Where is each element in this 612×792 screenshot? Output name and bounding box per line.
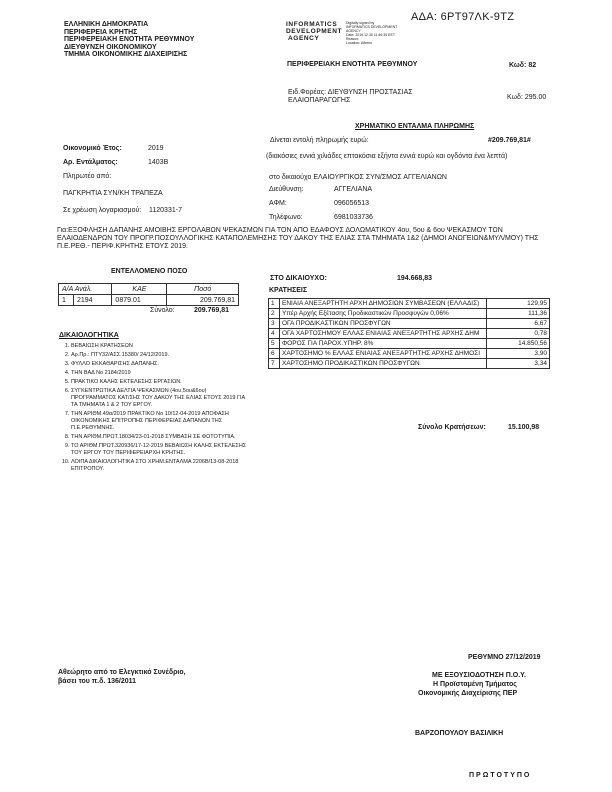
list-item: 1. ΒΕΒΑΙΩΣΗ ΚΡΑΤΗΣΕΩΝ bbox=[71, 343, 249, 350]
list-item: 9. ΤΟ ΑΡΙΘΜ.ΠΡΩΤ.320936/17-12-2019 ΒΕΒΑΙΩΣΗ ΚΑΛΗΣ ΕΚΤΕΛΕΣΗΣ ΤΟΥ ΕΡΓΟΥ ΤΟΥ ΠΕΡΙΦΕΡΕΙΑΡΧΗ ΚΡΗΤΗΣ. bbox=[71, 443, 249, 457]
order-no-value: 1403Β bbox=[148, 159, 169, 166]
cell: ΧΑΡΤΟΣΗΜΟ ΠΡΟΔΙΚΑΣΤΙΚΩΝ ΠΡΟΣΦΥΓΩΝ bbox=[280, 359, 487, 369]
address-value: ΑΓΓΕΛΙΑΝΑ bbox=[334, 186, 373, 193]
cell: 0,78 bbox=[487, 329, 550, 339]
account-number: 1120331-7 bbox=[149, 207, 182, 214]
signer-title: Η Προϊσταμένη Τμήματος bbox=[433, 681, 517, 688]
payment-subject: Για:ΕΞΟΦΛΗΣΗ ΔΑΠΑΝΗΣ ΑΜΟΙΒΗΣ ΕΡΓΟΛΑΒΩΝ ΨΕΚΑΣΜΩΝ ΓΙΑ ΤΟΝ ΑΠΟ ΕΔΑΦΟΥΣ ΔΟΛΩΜΑΤΙΚΟΥ 4ου, 5ου & 6ου ΨΕΚΑΣΜΟΥ ΤΩΝ ΕΛΑΙΟΔΕΝΔΡΩΝ ΤΟΥ ΠΡΟΓΡ.ΠΟΣΟΥΛΛΟΓΙΚΗΣ ΚΑΤΑΠΟΛΕΜΗΣΗΣ ΤΟΥ ΔΑΚΟΥ ΤΗΣ ΕΛΙΑΣ ΣΤΑ ΤΜΗΜΑΤΑ 1&2 (ΔΗΜΟΙ ΑΝΩΓΕΙΩΝ&ΜΥΛ/ΜΟΥ) ΤΗΣ Π.Ε.ΡΕΘ.- ΠΕΡΙΦ.ΚΡΗΤΗΣ ΕΤΟΥΣ 2019. bbox=[57, 227, 539, 251]
cell: 6 bbox=[269, 349, 280, 359]
list-item: 6. ΣΥΓΚΕΝΤΡΩΤΙΚΑ ΔΕΛΤΙΑ ΨΕΚΑΣΜΩΝ (4ου,5ου&6ου) ΠΡΟΓΡΑΜΜΑΤΟΣ ΚΑΤ/ΣΗΣ ΤΟΥ ΔΑΚΟΥ ΤΗΣ ΕΛΙΑΣ ΕΤΟΥΣ 2019 ΓΙΑ ΤΑ ΤΜΗΜΑΤΑ 1 & 2 ΤΟΥ ΕΡΓΟΥ. bbox=[71, 388, 249, 409]
commitment-title: ΕΝΤΕΛΛΟΜΕΝΟ ΠΟΣΟ bbox=[111, 268, 188, 275]
order-title: ΧΡΗΜΑΤΙΚΟ ΕΝΤΑΛΜΑ ΠΛΗΡΩΜΗΣ bbox=[355, 123, 475, 130]
list-item: 3. ΦΥΛΛΟ ΕΚΚΑΘΑΡΙΣΗΣ ΔΑΠΑΝΗΣ. bbox=[71, 361, 249, 368]
authorization-line: ΜΕ ΕΞΟΥΣΙΟΔΟΤΗΣΗ Π.Ο.Υ. bbox=[432, 672, 526, 679]
issuer-header bbox=[64, 21, 194, 59]
withholdings-table bbox=[268, 298, 550, 369]
body-office-code: Κωδ: 295.00 bbox=[507, 94, 547, 101]
account-label: Σε χρέωση λογαριασμού: bbox=[63, 207, 142, 214]
cell: ΧΑΡΤΟΣΗΜΟ % ΕΛΛΑΣ ΕΝΙΑΙΑΣ ΑΝΕΞΑΡΤΗΤΗΣ ΑΡΧΗΣ ΔΗΜΟΣΙ bbox=[280, 349, 487, 359]
order-no-label: Αρ. Εντάλματος: bbox=[63, 159, 118, 166]
payment-amount: #209.769,81# bbox=[488, 137, 531, 144]
net-label: ΣΤΟ ΔΙΚΑΙΟΥΧΟ: bbox=[270, 275, 327, 282]
afm-value: 096056513 bbox=[334, 200, 370, 207]
table-row bbox=[269, 309, 550, 319]
phone-value: 6981033736 bbox=[334, 214, 373, 221]
beneficiary: στο δικαιούχο ΕΛΑΙΟΥΡΓΙΚΟΣ ΣΥΝ/ΣΜΟΣ ΑΓΓΕΛΙΑΝΩΝ bbox=[269, 174, 447, 181]
fiscal-year-value: 2019 bbox=[148, 145, 164, 152]
cell: 14.850,56 bbox=[487, 339, 550, 349]
commitment-total: 209.769,81 bbox=[194, 307, 230, 314]
cell: ΟΓΑ ΠΡΟΔΙΚΑΣΤΙΚΩΝ ΠΡΟΣΦΥΓΩΝ bbox=[280, 319, 487, 329]
table-row bbox=[269, 319, 550, 329]
bank-name: ΠΑΓΚΡΗΤΙΑ ΣΥΝ/ΚΗ ΤΡΑΠΕΖΑ bbox=[63, 190, 163, 197]
withholdings-total-label: Σύνολο Κρατήσεων: bbox=[418, 424, 486, 431]
list-item: 7. ΤΗΝ ΑΡΙΘΜ.49α/2019 ΠΡΑΚΤΙΚΟ Νο 10/12-04-2019 ΑΠΟΦΑΣΗ ΟΙΚΟΝΟΜΙΚΗΣ ΕΠΙΤΡΟΠΗΣ ΠΕΡΙΦΕΡΕΙΑΣ ΔΑΠΑΝΩΝ ΤΗΣ Π.Ε.ΡΕΘΥΜΝΗΣ. bbox=[71, 411, 249, 432]
table-row bbox=[59, 295, 239, 306]
commitment-table bbox=[58, 283, 239, 306]
cell: 2194 bbox=[74, 295, 112, 306]
withholdings-total: 15.100,98 bbox=[508, 424, 540, 431]
table-row bbox=[269, 339, 550, 349]
payment-instruction: Δίνεται εντολή πληρωμής ευρώ: bbox=[270, 137, 369, 144]
cell: Υπέρ Αρχής Εξέτασης Προδικαστικών Προσφυγών 0,06% bbox=[280, 309, 487, 319]
body-office-line1: Ειδ.Φορέας: ΔΙΕΥΘΥΝΣΗ ΠΡΟΣΤΑΣΙΑΣ bbox=[288, 89, 413, 96]
signature-detail: Reason: bbox=[346, 37, 360, 41]
unit-label: ΠΕΡΙΦΕΡΕΙΑΚΗ ΕΝΟΤΗΤΑ ΡΕΘΥΜΝΟΥ bbox=[287, 61, 418, 68]
signature-detail: Date: 2019.12.30 11:46:30 EET bbox=[346, 33, 395, 37]
table-row bbox=[269, 359, 550, 369]
phone-label: Τηλέφωνο: bbox=[269, 214, 303, 221]
list-item: 2. Αρ.Πρ.: ΠΤΥ32/ΑΣΣ.15380/ 24/12/2019. bbox=[71, 352, 249, 359]
amount-in-words: (διακόσιες εννιά χιλιάδες επτακόσια εξήντα εννιά ευρώ και ογδόντα ένα λεπτά) bbox=[266, 153, 508, 160]
list-item: 10. ΛΟΙΠΑ ΔΙΚΑΙΟΛΟΓΗΤΙΚΑ ΣΤΟ ΧΡΗΜ.ΕΝΤΑΛΜΑ 2206Β/13-08-2018 ΕΠΙΤΡΟΠΟΥ. bbox=[71, 459, 249, 473]
afm-label: ΑΦΜ: bbox=[269, 200, 287, 207]
digital-signature-stamp bbox=[286, 21, 342, 42]
list-item: 8. ΤΗΝ ΑΡΙΘΜ.ΠΡΩΤ.18034/23-01-2018 ΣΥΜΒΑΣΗ ΣΕ ΦΩΤΟΤΥΠΙΑ. bbox=[71, 434, 249, 441]
cell: 6,67 bbox=[487, 319, 550, 329]
cell: 129,95 bbox=[487, 299, 550, 309]
place-date: ΡΕΘΥΜΝΟ 27/12/2019 bbox=[468, 654, 541, 661]
cell: 4 bbox=[269, 329, 280, 339]
original-mark: ΠΡΩΤΟΤΥΠΟ bbox=[469, 772, 532, 779]
cell: 3 bbox=[269, 319, 280, 329]
table-header-row bbox=[59, 284, 239, 295]
col-header: Α/Α Ανάλ. bbox=[59, 284, 112, 295]
commitment-total-label: Σύνολο: bbox=[150, 307, 175, 314]
header-line: ΕΛΛΗΝΙΚΗ ΔΗΜΟΚΡΑΤΙΑ bbox=[64, 21, 149, 28]
cell: 7 bbox=[269, 359, 280, 369]
signature-detail: INFORMATICS DEVELOPMENT AGENCY bbox=[346, 25, 398, 33]
cell: 3,34 bbox=[487, 359, 550, 369]
col-header: ΚΑΕ bbox=[112, 284, 167, 295]
list-item: 5. ΠΡΑΚΤΙΚΟ ΚΑΛΗΣ ΕΚΤΕΛΕΣΗΣ ΕΡΓΑΣΙΩΝ. bbox=[71, 379, 249, 386]
signature-details bbox=[346, 21, 406, 45]
cell: 209.769,81 bbox=[167, 295, 239, 306]
ada-code: ΑΔΑ: 6ΡΤ97ΛΚ-9ΤΖ bbox=[411, 11, 515, 23]
header-line: ΔΙΕΥΘΥΝΣΗ ΟΙΚΟΝΟΜΙΚΟΥ bbox=[64, 43, 157, 51]
audit-exemption-line1: Αθεώρητο από το Ελεγκτικό Συνέδριο, bbox=[58, 669, 186, 676]
signature-detail: Digitally signed by bbox=[346, 21, 375, 25]
payable-from-label: Πληρωτέο από: bbox=[63, 173, 112, 180]
cell: 0879.01 bbox=[112, 295, 167, 306]
signer-name: ΒΑΡΖΟΠΟΥΛΟΥ ΒΑΣΙΛΙΚΗ bbox=[415, 730, 504, 737]
signature-detail: Location: Athens bbox=[346, 41, 372, 45]
cell: 1 bbox=[269, 299, 280, 309]
fiscal-year-label: Οικονομικό Έτος: bbox=[63, 145, 122, 152]
cell: 2 bbox=[269, 309, 280, 319]
header-line: ΤΜΗΜΑ ΟΙΚΟΝΟΜΙΚΗΣ ΔΙΑΧΕΙΡΙΣΗΣ bbox=[64, 51, 188, 59]
signer-department: Οικονομικής Διαχείρισης ΠΕΡ bbox=[418, 690, 518, 697]
unit-code: Κωδ: 82 bbox=[509, 62, 537, 69]
net-value: 194.668,83 bbox=[397, 275, 433, 282]
address-label: Διεύθυνση: bbox=[269, 186, 304, 193]
cell: ΕΝΙΑΙΑ ΑΝΕΞΑΡΤΗΤΗ ΑΡΧΗ ΔΗΜΟΣΙΩΝ ΣΥΜΒΑΣΕΩΝ (ΕΛΛΑΔΙΣ) bbox=[280, 299, 487, 309]
stamp-line: INFORMATICS bbox=[286, 21, 338, 28]
supporting-list bbox=[59, 343, 249, 475]
cell: ΟΓΑ ΧΑΡΤΟΣΗΜΟΥ ΕΛΛΑΣ ΕΝΙΑΙΑΣ ΑΝΕΞΑΡΤΗΤΗΣ ΑΡΧΗΣ ΔΗΜ bbox=[280, 329, 487, 339]
cell: 3,90 bbox=[487, 349, 550, 359]
header-line: ΠΕΡΙΦΕΡΕΙΑ ΚΡΗΤΗΣ bbox=[64, 28, 138, 36]
table-row bbox=[269, 349, 550, 359]
stamp-line: DEVELOPMENT bbox=[286, 28, 343, 35]
cell: 1 bbox=[59, 295, 74, 306]
stamp-line: AGENCY bbox=[288, 35, 320, 42]
supporting-title: ΔΙΚΑΙΟΛΟΓΗΤΙΚΑ bbox=[59, 332, 119, 339]
withholdings-title: ΚΡΑΤΗΣΕΙΣ bbox=[269, 287, 308, 294]
header-line: ΠΕΡΙΦΕΡΕΙΑΚΗ ΕΝΟΤΗΤΑ ΡΕΘΥΜΝΟΥ bbox=[64, 36, 195, 44]
cell: 5 bbox=[269, 339, 280, 349]
table-row bbox=[269, 329, 550, 339]
list-item: 4. ΤΗΝ ΒΑΔ Νο 2184/2019 bbox=[71, 370, 249, 377]
cell: ΦΟΡΟΣ ΓΙΑ ΠΑΡΟΧ.ΥΠΗΡ. 8% bbox=[280, 339, 487, 349]
table-row bbox=[269, 299, 550, 309]
cell: 111,36 bbox=[487, 309, 550, 319]
col-header: Ποσό bbox=[167, 284, 239, 295]
audit-exemption-line2: βάσει του π.δ. 136/2011 bbox=[58, 678, 137, 685]
body-office-line2: ΕΛΑΙΟΠΑΡΑΓΩΓΗΣ bbox=[288, 97, 351, 104]
